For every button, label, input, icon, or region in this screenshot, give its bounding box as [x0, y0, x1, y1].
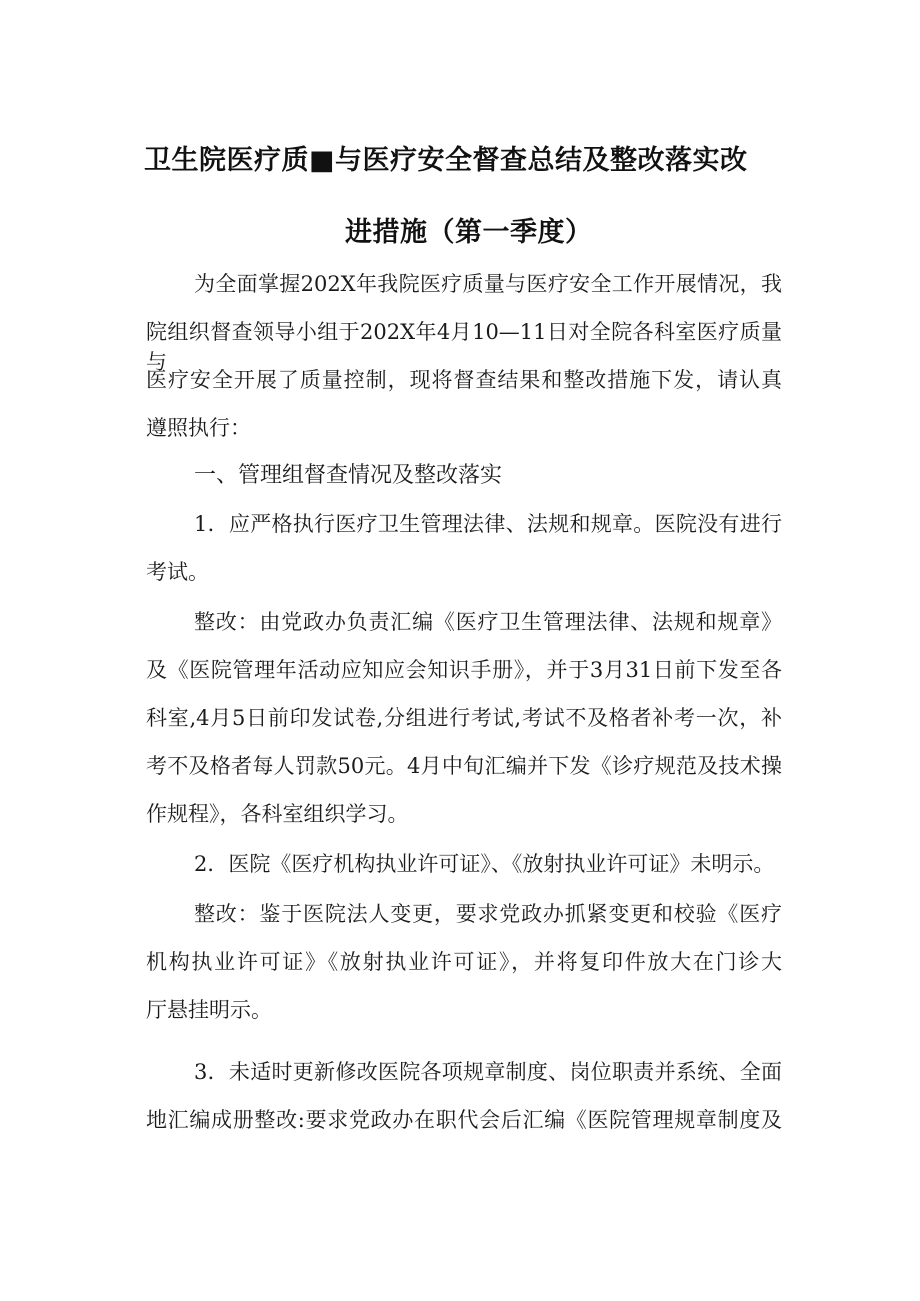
- document-title-line-1: 卫生院医疗质■与医疗安全督查总结及整改落实改: [144, 145, 748, 176]
- paragraph-line: 医疗安全开展了质量控制，现将督查结果和整改措施下发，请认真: [146, 368, 782, 392]
- paragraph-line: 地汇编成册整改:要求党政办在职代会后汇编《医院管理规章制度及: [146, 1108, 782, 1132]
- paragraph-line: 遵照执行：: [146, 416, 251, 440]
- paragraph-line: 厅悬挂明示。: [146, 998, 272, 1022]
- document-title-line-2: 进措施（第一季度）: [345, 217, 593, 248]
- paragraph-line: 作规程》，各科室组织学习。: [146, 802, 409, 826]
- paragraph-line: 整改：由党政办负责汇编《医疗卫生管理法律、法规和规章》: [194, 610, 782, 634]
- paragraph-line: 考不及格者每人罚款50元。4月中旬汇编并下发《诊疗规范及技术操: [146, 754, 782, 778]
- section-heading: 一、管理组督查情况及整改落实: [194, 463, 503, 488]
- paragraph-line: 整改：鉴于医院法人变更，要求党政办抓紧变更和校验《医疗: [194, 902, 782, 926]
- paragraph-line: 及《医院管理年活动应知应会知识手册》，并于3月31日前下发至各: [146, 658, 782, 682]
- paragraph-line: 机构执业许可证》《放射执业许可证》，并将复印件放大在门诊大: [146, 950, 782, 974]
- paragraph-line: 1．应严格执行医疗卫生管理法律、法规和规章。医院没有进行: [194, 512, 782, 536]
- paragraph-line: 2．医院《医疗机构执业许可证》、《放射执业许可证》未明示。: [194, 852, 775, 876]
- paragraph-line: 院组织督查领导小组于202X年4月10—11日对全院各科室医疗质量与: [146, 320, 782, 374]
- paragraph-line: 3．未适时更新修改医院各项规章制度、岗位职责并系统、全面: [194, 1060, 782, 1084]
- paragraph-line: 科室,4月5日前印发试卷,分组进行考试,考试不及格者补考一次，补: [146, 706, 782, 730]
- paragraph-line: 考试。: [146, 560, 209, 584]
- paragraph-line: 为全面掌握202X年我院医疗质量与医疗安全工作开展情况，我: [194, 272, 782, 296]
